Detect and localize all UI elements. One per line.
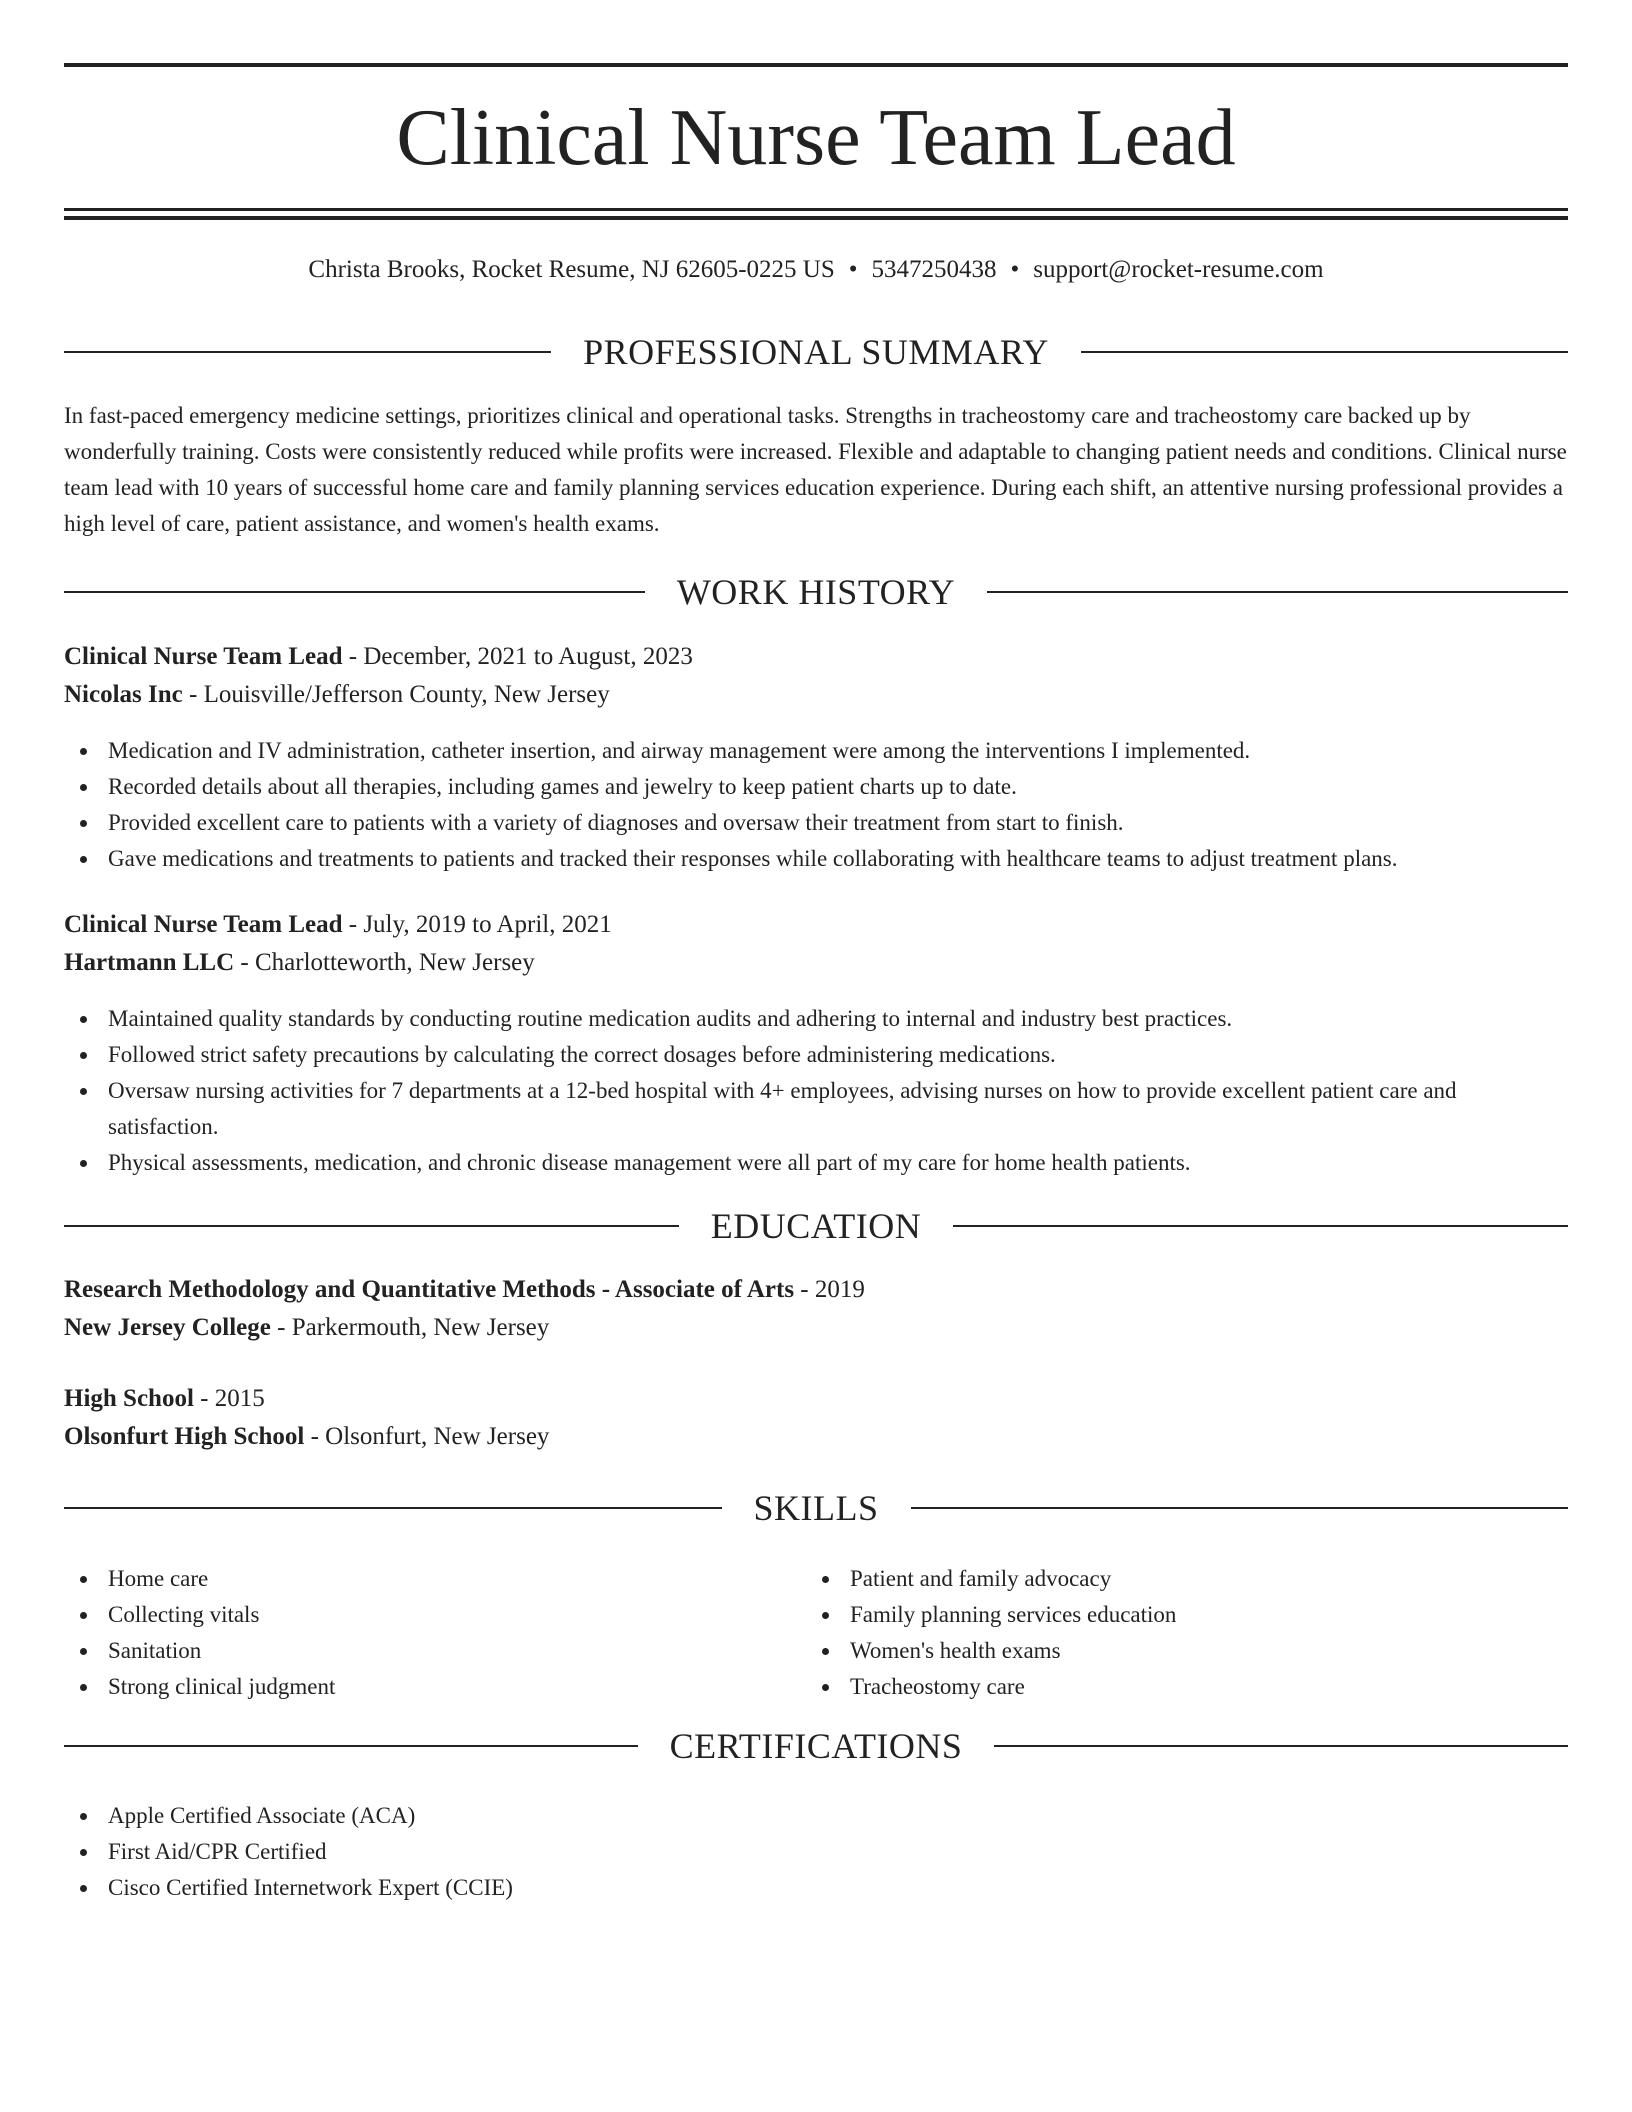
education-location: - Olsonfurt, New Jersey [304, 1423, 550, 1450]
certifications-list [64, 1798, 1568, 1906]
section-title: PROFESSIONAL SUMMARY [583, 332, 1049, 372]
section-heading-summary [64, 330, 1568, 374]
contact-phone: 5347250438 [871, 256, 997, 283]
heading-rule [64, 1745, 638, 1747]
list-item: Provided excellent care to patients with a variety of diagnoses and oversaw their treatment from start to finish. [64, 805, 1568, 841]
list-item: Maintained quality standards by conducting routine medication audits and adhering to internal and industry best practices. [64, 1001, 1568, 1037]
list-item: Patient and family advocacy [806, 1561, 1632, 1597]
job-location: - Charlotteworth, New Jersey [234, 949, 535, 976]
list-item: Apple Certified Associate (ACA) [64, 1798, 1568, 1834]
job-title: Clinical Nurse Team Lead [64, 911, 343, 938]
job-duties-list [64, 1001, 1568, 1181]
education-degree-line [64, 1272, 1568, 1308]
heading-rule [64, 1225, 679, 1227]
job-company: Hartmann LLC [64, 949, 235, 976]
job-company-line [64, 677, 1568, 713]
contact-address: Christa Brooks, Rocket Resume, NJ 62605-0225 US [308, 256, 835, 283]
list-item: Women's health exams [806, 1633, 1632, 1669]
job-company-line [64, 945, 1568, 981]
section-title: WORK HISTORY [676, 572, 956, 612]
education-degree: Research Methodology and Quantitative Methods - Associate of Arts [64, 1276, 795, 1303]
list-item: Tracheostomy care [806, 1669, 1632, 1705]
job-company: Nicolas Inc [64, 681, 183, 708]
list-item: Oversaw nursing activities for 7 departments at a 12-bed hospital with 4+ employees, advising nurses on how to provide excellent patient care and satisfaction. [64, 1073, 1568, 1145]
job-title: Clinical Nurse Team Lead [64, 643, 343, 670]
skills-list-right [806, 1561, 1632, 1705]
job-dates: - July, 2019 to April, 2021 [342, 911, 612, 938]
heading-rule [953, 1225, 1568, 1227]
section-title: EDUCATION [710, 1206, 922, 1246]
list-item: Family planning services education [806, 1597, 1632, 1633]
contact-email: support@rocket-resume.com [1033, 256, 1324, 283]
education-school: Olsonfurt High School [64, 1423, 305, 1450]
list-item: Followed strict safety precautions by calculating the correct dosages before administering medications. [64, 1037, 1568, 1073]
education-year: - 2019 [794, 1276, 865, 1303]
section-heading-certifications [64, 1724, 1568, 1768]
list-item: Medication and IV administration, catheter insertion, and airway management were among the interventions I implemented. [64, 733, 1568, 769]
education-school-line [64, 1419, 1568, 1455]
heading-rule [994, 1745, 1568, 1747]
list-item: Physical assessments, medication, and chronic disease management were all part of my care for home health patients. [64, 1145, 1568, 1181]
job-title-line [64, 639, 1568, 675]
heading-rule [1081, 351, 1568, 353]
list-item: Sanitation [64, 1633, 1568, 1669]
job-location: - Louisville/Jefferson County, New Jersey [182, 681, 610, 708]
resume-title: Clinical Nurse Team Lead [396, 94, 1236, 182]
education-location: - Parkermouth, New Jersey [270, 1314, 550, 1341]
heading-rule [64, 1507, 722, 1509]
list-item: Gave medications and treatments to patients and tracked their responses while collaborating with healthcare teams to adjust treatment plans. [64, 841, 1568, 877]
list-item: First Aid/CPR Certified [64, 1834, 1568, 1870]
job-title-line [64, 907, 1568, 943]
list-item: Collecting vitals [64, 1597, 1568, 1633]
section-title: CERTIFICATIONS [669, 1726, 963, 1766]
job-dates: - December, 2021 to August, 2023 [342, 643, 693, 670]
list-item: Recorded details about all therapies, including games and jewelry to keep patient charts up to date. [64, 769, 1568, 805]
heading-rule [64, 351, 551, 353]
summary-text: In fast-paced emergency medicine settings, prioritizes clinical and operational tasks. Strengths in tracheostomy care and tracheostomy care backed up by wonderfully training. Costs were consistently reduced while profits were increased. Flexible and adaptable to changing patient needs and conditions. Clinical nurse team lead with 10 years of successful home care and family planning services education experience. During each shift, an attentive nursing professional provides a high level of care, patient assistance, and women's health exams. [64, 403, 1567, 536]
education-school-line [64, 1310, 1568, 1346]
job-duties-list [64, 733, 1568, 877]
contact-separator: • [1010, 256, 1020, 283]
contact-separator: • [848, 256, 858, 283]
title-rule-upper [64, 208, 1568, 211]
contact-line [64, 252, 1568, 288]
education-degree: High School [64, 1385, 194, 1412]
section-heading-work-history [64, 570, 1568, 614]
section-heading-skills [64, 1486, 1568, 1530]
title-rule-lower [64, 216, 1568, 220]
heading-rule [987, 591, 1568, 593]
list-item: Strong clinical judgment [64, 1669, 1568, 1705]
education-year: - 2015 [193, 1385, 265, 1412]
list-item: Cisco Certified Internetwork Expert (CCIE) [64, 1870, 1568, 1906]
education-degree-line [64, 1381, 1568, 1417]
heading-rule [911, 1507, 1569, 1509]
top-rule [64, 63, 1568, 67]
heading-rule [64, 591, 645, 593]
education-school: New Jersey College [64, 1314, 271, 1341]
section-title: SKILLS [753, 1488, 879, 1528]
section-heading-education [64, 1204, 1568, 1248]
list-item: Home care [64, 1561, 1568, 1597]
